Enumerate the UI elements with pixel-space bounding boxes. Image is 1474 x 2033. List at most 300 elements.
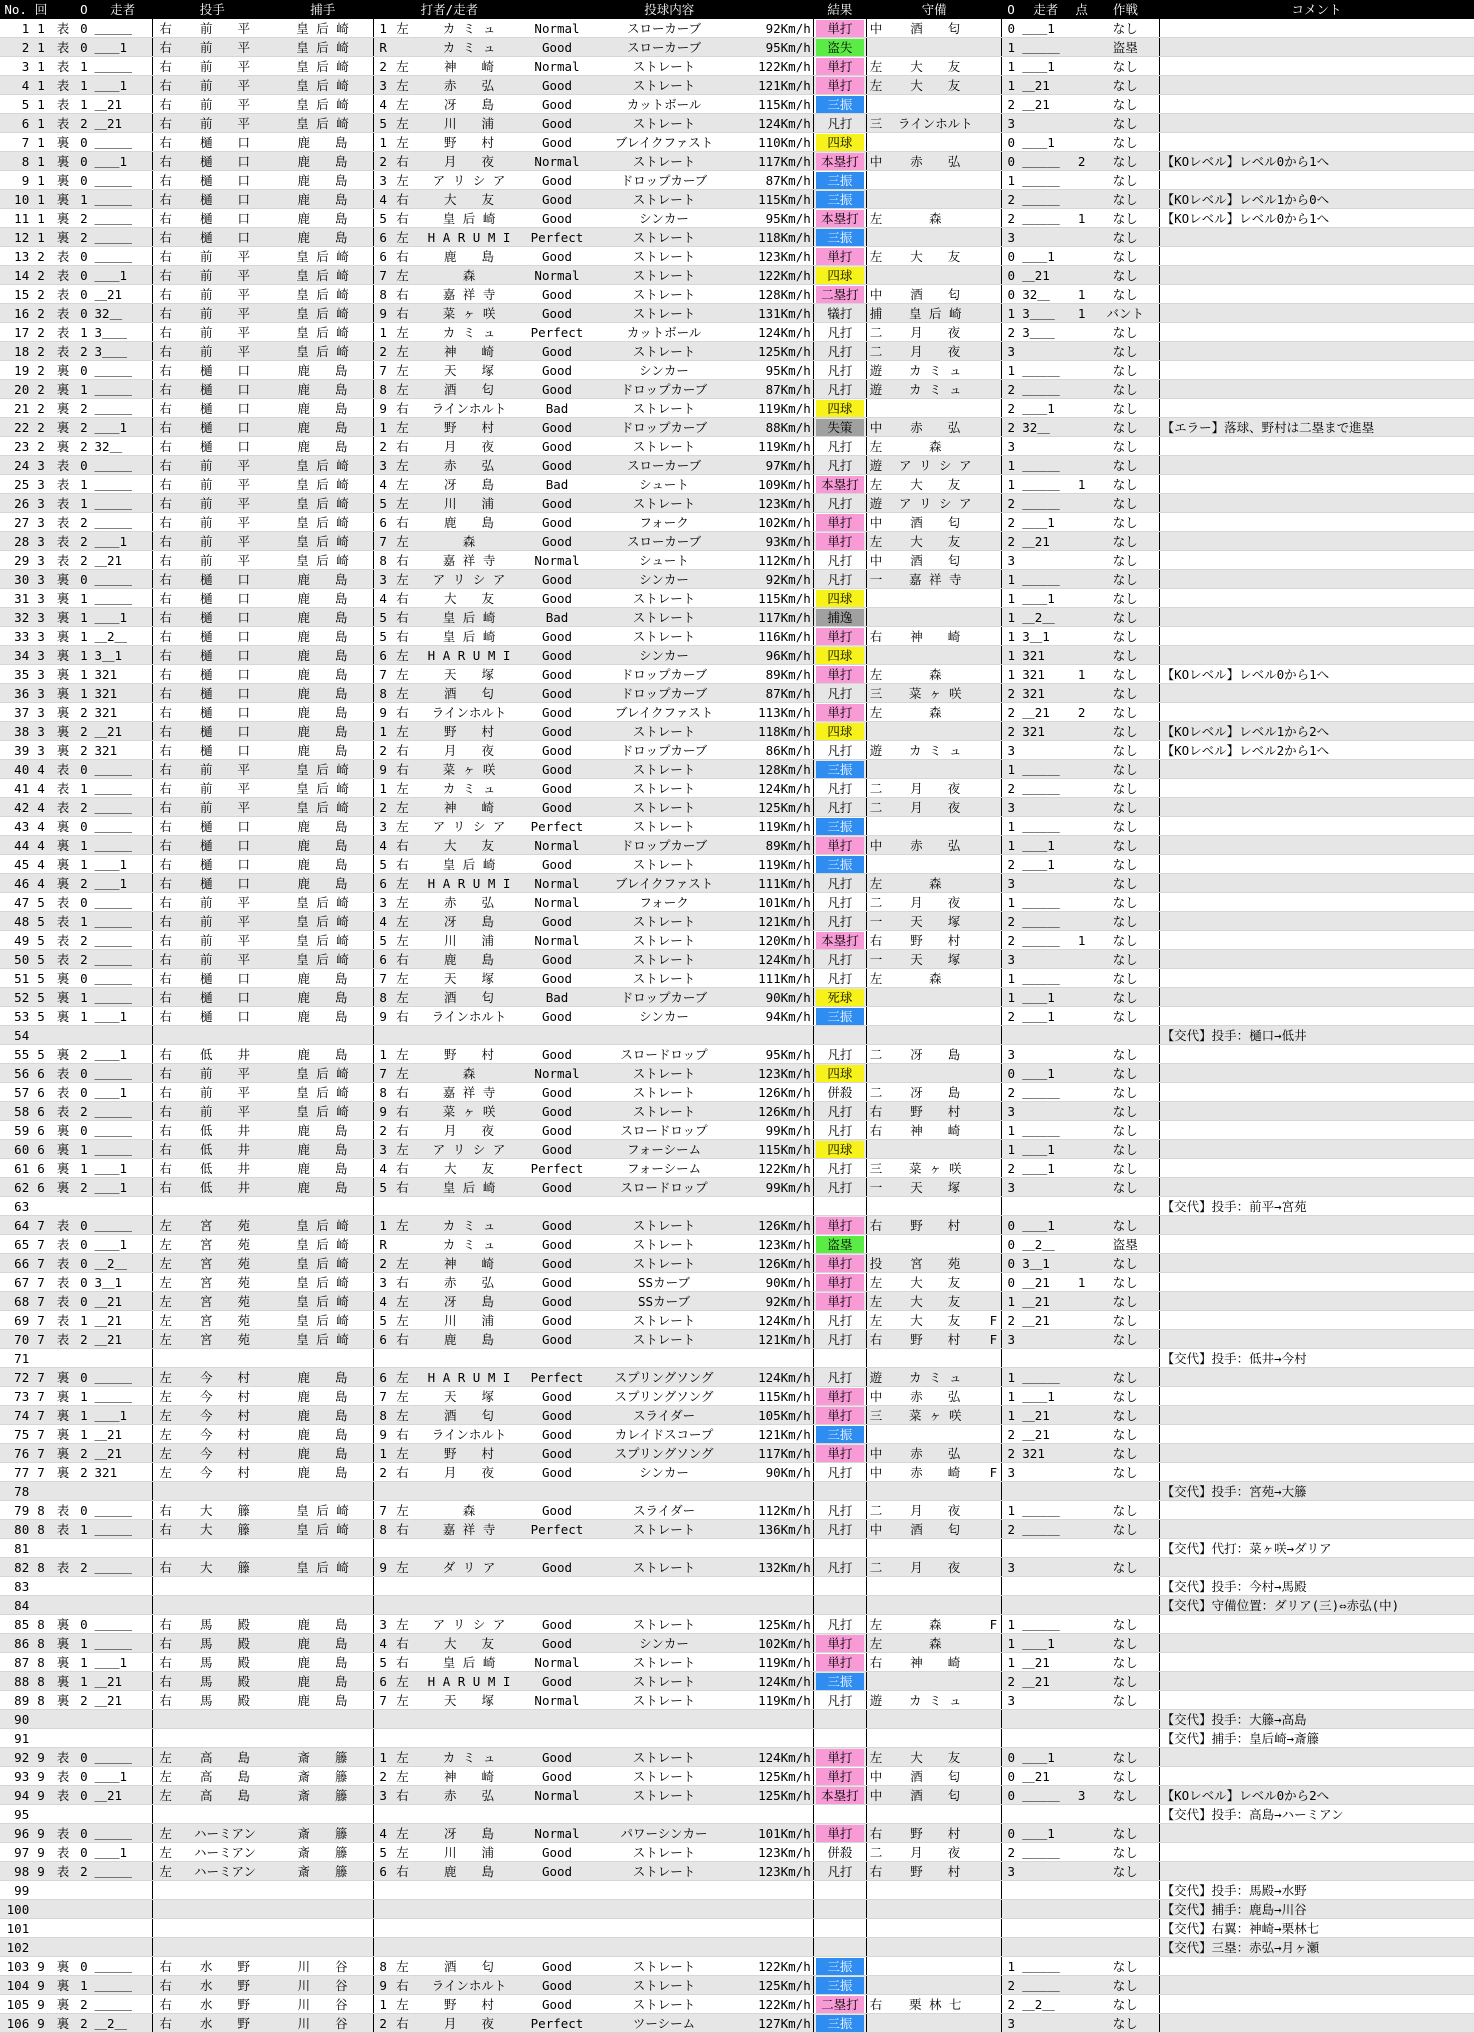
catcher-name-cell[interactable]: 川 谷	[272, 1957, 374, 1976]
table-row[interactable]	[0, 1216, 1474, 1235]
table-row[interactable]	[0, 855, 1474, 874]
runners-before-cell[interactable]: 32＿	[93, 437, 153, 456]
table-row[interactable]	[0, 1805, 1474, 1824]
catcher-name-cell[interactable]: 鹿 島	[272, 1159, 374, 1178]
catcher-name-cell[interactable]: 皇 后 崎	[272, 1501, 374, 1520]
runs-scored-cell[interactable]	[1071, 494, 1092, 513]
outs-before-cell[interactable]: 0	[75, 1786, 92, 1805]
pitcher-name-cell[interactable]: 前 平	[178, 513, 272, 532]
batter-name-cell[interactable]: 鹿 島	[413, 1330, 525, 1349]
outs-after-cell[interactable]: 3	[1002, 2014, 1021, 2033]
pitch-type-cell[interactable]: カットボール	[589, 323, 739, 342]
fielder-name-cell[interactable]: 酒 匂	[885, 551, 986, 570]
pitcher-name-cell[interactable]: 今 村	[178, 1444, 272, 1463]
comment-cell[interactable]	[1159, 1292, 1474, 1311]
inning-cell[interactable]: 1	[31, 95, 51, 114]
outs-before-cell[interactable]	[75, 1900, 92, 1919]
batter-name-cell[interactable]: 天 塚	[413, 665, 525, 684]
comment-cell[interactable]	[1159, 798, 1474, 817]
pitch-speed-cell[interactable]	[739, 1197, 813, 1216]
outs-before-cell[interactable]: 0	[75, 1748, 92, 1767]
batter-hand-cell[interactable]	[392, 1349, 413, 1368]
strategy-cell[interactable]: なし	[1092, 1463, 1159, 1482]
runners-before-cell[interactable]: ＿＿1	[93, 1007, 153, 1026]
catcher-name-cell[interactable]	[272, 1729, 374, 1748]
catcher-name-cell[interactable]: 鹿 島	[272, 1368, 374, 1387]
outs-after-cell[interactable]: 3	[1002, 1463, 1021, 1482]
row-number-cell[interactable]: 52	[0, 988, 31, 1007]
inning-cell[interactable]: 2	[31, 437, 51, 456]
inning-cell[interactable]	[31, 1900, 51, 1919]
batter-hand-cell[interactable]: 左	[392, 1691, 413, 1710]
outs-after-cell[interactable]: 1	[1002, 456, 1021, 475]
runs-scored-cell[interactable]	[1071, 779, 1092, 798]
batter-name-cell[interactable]: ラインホルト	[413, 703, 525, 722]
batter-hand-cell[interactable]: 左	[392, 874, 413, 893]
fielder-position-cell[interactable]: 中	[866, 1767, 885, 1786]
pitch-quality-cell[interactable]: Good	[525, 1672, 589, 1691]
strategy-cell[interactable]: なし	[1092, 722, 1159, 741]
pitch-quality-cell[interactable]: Bad	[525, 608, 589, 627]
batter-hand-cell[interactable]: 右	[392, 1653, 413, 1672]
table-row[interactable]	[0, 19, 1474, 38]
result-cell[interactable]	[813, 1995, 866, 2014]
catcher-name-cell[interactable]: 皇 后 崎	[272, 1064, 374, 1083]
result-cell[interactable]	[813, 38, 866, 57]
fielder-name-cell[interactable]: 酒 匂	[885, 513, 986, 532]
pitch-speed-cell[interactable]: 87Km/h	[739, 380, 813, 399]
inning-cell[interactable]: 1	[31, 190, 51, 209]
result-cell[interactable]	[813, 1577, 866, 1596]
row-number-cell[interactable]: 105	[0, 1995, 31, 2014]
catcher-name-cell[interactable]: 鹿 島	[272, 1444, 374, 1463]
runners-after-cell[interactable]	[1020, 1729, 1071, 1748]
batter-name-cell[interactable]: カ ミ ュ	[413, 1216, 525, 1235]
pitch-type-cell[interactable]: ストレート	[589, 57, 739, 76]
strategy-cell[interactable]: なし	[1092, 1368, 1159, 1387]
runners-after-cell[interactable]: ＿＿＿	[1020, 1368, 1071, 1387]
runs-scored-cell[interactable]	[1071, 399, 1092, 418]
pitch-quality-cell[interactable]	[525, 1805, 589, 1824]
half-cell[interactable]: 裏	[51, 1121, 75, 1140]
runners-before-cell[interactable]: 321	[93, 665, 153, 684]
catcher-name-cell[interactable]: 皇 后 崎	[272, 1235, 374, 1254]
fielder-position-cell[interactable]	[866, 1729, 885, 1748]
outs-before-cell[interactable]	[75, 1577, 92, 1596]
fielder-name-cell[interactable]	[885, 608, 986, 627]
pitcher-hand-cell[interactable]: 右	[153, 969, 178, 988]
result-cell[interactable]	[813, 1330, 866, 1349]
runners-after-cell[interactable]	[1020, 1539, 1071, 1558]
inning-cell[interactable]: 1	[31, 19, 51, 38]
pitcher-name-cell[interactable]: 前 平	[178, 1064, 272, 1083]
inning-cell[interactable]: 7	[31, 1406, 51, 1425]
batter-name-cell[interactable]: 神 崎	[413, 1254, 525, 1273]
outs-after-cell[interactable]: 3	[1002, 228, 1021, 247]
fielder-position-cell[interactable]: 左	[866, 665, 885, 684]
pitch-speed-cell[interactable]: 117Km/h	[739, 608, 813, 627]
pitch-speed-cell[interactable]: 122Km/h	[739, 57, 813, 76]
pitch-type-cell[interactable]: ストレート	[589, 190, 739, 209]
half-cell[interactable]	[51, 1729, 75, 1748]
half-cell[interactable]: 表	[51, 1330, 75, 1349]
fielder-flag-cell[interactable]	[986, 1444, 1002, 1463]
runs-scored-cell[interactable]	[1071, 532, 1092, 551]
outs-before-cell[interactable]: 2	[75, 513, 92, 532]
result-cell[interactable]	[813, 1254, 866, 1273]
pitch-speed-cell[interactable]: 124Km/h	[739, 1672, 813, 1691]
fielder-name-cell[interactable]	[885, 1064, 986, 1083]
comment-cell[interactable]	[1159, 1368, 1474, 1387]
pitch-quality-cell[interactable]	[525, 1349, 589, 1368]
table-row[interactable]	[0, 893, 1474, 912]
outs-after-cell[interactable]: 2	[1002, 532, 1021, 551]
batter-hand-cell[interactable]: 左	[392, 1843, 413, 1862]
pitcher-name-cell[interactable]: 高 島	[178, 1767, 272, 1786]
outs-before-cell[interactable]: 2	[75, 399, 92, 418]
catcher-name-cell[interactable]	[272, 1577, 374, 1596]
batter-name-cell[interactable]: 嘉 祥 寺	[413, 1520, 525, 1539]
batter-hand-cell[interactable]: 左	[392, 1064, 413, 1083]
pitcher-hand-cell[interactable]	[153, 1938, 178, 1957]
pitch-type-cell[interactable]: ストレート	[589, 285, 739, 304]
runners-after-cell[interactable]: ＿＿＿	[1020, 1786, 1071, 1805]
outs-after-cell[interactable]: 3	[1002, 342, 1021, 361]
result-cell[interactable]	[813, 1007, 866, 1026]
pitcher-hand-cell[interactable]: 右	[153, 456, 178, 475]
table-row[interactable]	[0, 1976, 1474, 1995]
pitcher-name-cell[interactable]: 低 井	[178, 1159, 272, 1178]
strategy-cell[interactable]: なし	[1092, 931, 1159, 950]
result-cell[interactable]	[813, 874, 866, 893]
fielder-name-cell[interactable]: 野 村	[885, 1330, 986, 1349]
fielder-flag-cell[interactable]	[986, 1577, 1002, 1596]
catcher-name-cell[interactable]	[272, 1482, 374, 1501]
catcher-name-cell[interactable]: 鹿 島	[272, 589, 374, 608]
fielder-name-cell[interactable]: 大 友	[885, 57, 986, 76]
row-number-cell[interactable]: 60	[0, 1140, 31, 1159]
outs-after-cell[interactable]: 1	[1002, 665, 1021, 684]
outs-before-cell[interactable]: 2	[75, 437, 92, 456]
fielder-position-cell[interactable]: 遊	[866, 456, 885, 475]
pitch-speed-cell[interactable]: 90Km/h	[739, 988, 813, 1007]
runs-scored-cell[interactable]: 1	[1071, 304, 1092, 323]
outs-before-cell[interactable]: 0	[75, 1216, 92, 1235]
fielder-flag-cell[interactable]	[986, 741, 1002, 760]
batting-order-cell[interactable]: 3	[374, 171, 393, 190]
runners-after-cell[interactable]	[1020, 1577, 1071, 1596]
outs-before-cell[interactable]: 2	[75, 722, 92, 741]
runs-scored-cell[interactable]	[1071, 1919, 1092, 1938]
result-cell[interactable]	[813, 1558, 866, 1577]
runners-after-cell[interactable]: ＿＿1	[1020, 1748, 1071, 1767]
inning-cell[interactable]: 7	[31, 1311, 51, 1330]
row-number-cell[interactable]: 37	[0, 703, 31, 722]
inning-cell[interactable]: 5	[31, 912, 51, 931]
comment-cell[interactable]	[1159, 1824, 1474, 1843]
runners-before-cell[interactable]: ＿＿＿	[93, 361, 153, 380]
runs-scored-cell[interactable]	[1071, 323, 1092, 342]
fielder-name-cell[interactable]: 森	[885, 1615, 986, 1634]
row-number-cell[interactable]: 56	[0, 1064, 31, 1083]
pitcher-name-cell[interactable]: 今 村	[178, 1387, 272, 1406]
table-row[interactable]	[0, 1406, 1474, 1425]
runners-before-cell[interactable]: ＿＿1	[93, 266, 153, 285]
fielder-position-cell[interactable]: 遊	[866, 741, 885, 760]
catcher-name-cell[interactable]: 鹿 島	[272, 703, 374, 722]
pitch-speed-cell[interactable]: 109Km/h	[739, 475, 813, 494]
pitch-speed-cell[interactable]: 110Km/h	[739, 133, 813, 152]
fielder-flag-cell[interactable]	[986, 418, 1002, 437]
pitcher-name-cell[interactable]: 大 籐	[178, 1558, 272, 1577]
runners-after-cell[interactable]: ＿21	[1020, 703, 1071, 722]
pitch-speed-cell[interactable]: 122Km/h	[739, 1957, 813, 1976]
fielder-flag-cell[interactable]	[986, 684, 1002, 703]
outs-before-cell[interactable]: 0	[75, 1843, 92, 1862]
result-cell[interactable]	[813, 1273, 866, 1292]
result-cell[interactable]	[813, 361, 866, 380]
half-cell[interactable]: 裏	[51, 1007, 75, 1026]
inning-cell[interactable]: 1	[31, 152, 51, 171]
fielder-position-cell[interactable]	[866, 1349, 885, 1368]
runs-scored-cell[interactable]	[1071, 570, 1092, 589]
comment-cell[interactable]	[1159, 228, 1474, 247]
batting-order-cell[interactable]: 2	[374, 152, 393, 171]
comment-cell[interactable]	[1159, 1615, 1474, 1634]
strategy-cell[interactable]: なし	[1092, 456, 1159, 475]
batting-order-cell[interactable]: 2	[374, 57, 393, 76]
inning-cell[interactable]: 8	[31, 1558, 51, 1577]
pitch-quality-cell[interactable]: Good	[525, 1862, 589, 1881]
runners-after-cell[interactable]: ＿＿＿	[1020, 380, 1071, 399]
runners-before-cell[interactable]: ＿＿＿	[93, 19, 153, 38]
runners-before-cell[interactable]: ＿＿＿	[93, 228, 153, 247]
pitcher-name-cell[interactable]: 低 井	[178, 1178, 272, 1197]
runs-scored-cell[interactable]: 3	[1071, 1786, 1092, 1805]
pitcher-name-cell[interactable]: 前 平	[178, 494, 272, 513]
comment-cell[interactable]	[1159, 1140, 1474, 1159]
outs-before-cell[interactable]: 2	[75, 1463, 92, 1482]
header-catcher[interactable]: 捕手	[272, 0, 374, 19]
pitch-quality-cell[interactable]	[525, 1729, 589, 1748]
outs-after-cell[interactable]	[1002, 1577, 1021, 1596]
batter-name-cell[interactable]: 森	[413, 1064, 525, 1083]
runs-scored-cell[interactable]	[1071, 1254, 1092, 1273]
batter-hand-cell[interactable]: 右	[392, 1463, 413, 1482]
table-row[interactable]	[0, 95, 1474, 114]
batting-order-cell[interactable]: 5	[374, 855, 393, 874]
outs-before-cell[interactable]: 2	[75, 551, 92, 570]
fielder-flag-cell[interactable]: F	[986, 1463, 1002, 1482]
pitch-speed-cell[interactable]: 92Km/h	[739, 19, 813, 38]
pitch-quality-cell[interactable]: Normal	[525, 266, 589, 285]
pitcher-name-cell[interactable]: 前 平	[178, 551, 272, 570]
row-number-cell[interactable]: 11	[0, 209, 31, 228]
comment-cell[interactable]	[1159, 1045, 1474, 1064]
half-cell[interactable]: 裏	[51, 570, 75, 589]
outs-after-cell[interactable]: 3	[1002, 950, 1021, 969]
batting-order-cell[interactable]: 8	[374, 1957, 393, 1976]
runs-scored-cell[interactable]	[1071, 1995, 1092, 2014]
half-cell[interactable]	[51, 1197, 75, 1216]
runners-before-cell[interactable]: ＿＿＿	[93, 133, 153, 152]
batter-hand-cell[interactable]: 右	[392, 1121, 413, 1140]
catcher-name-cell[interactable]: 皇 后 崎	[272, 1216, 374, 1235]
runners-before-cell[interactable]: ＿＿1	[93, 1843, 153, 1862]
result-cell[interactable]	[813, 1463, 866, 1482]
batter-name-cell[interactable]: ア リ シ ア	[413, 1615, 525, 1634]
batter-hand-cell[interactable]: 左	[392, 1311, 413, 1330]
outs-after-cell[interactable]: 2	[1002, 1520, 1021, 1539]
pitcher-name-cell[interactable]: 今 村	[178, 1463, 272, 1482]
half-cell[interactable]: 裏	[51, 1691, 75, 1710]
strategy-cell[interactable]: なし	[1092, 646, 1159, 665]
runs-scored-cell[interactable]	[1071, 608, 1092, 627]
fielder-position-cell[interactable]	[866, 1007, 885, 1026]
row-number-cell[interactable]: 39	[0, 741, 31, 760]
strategy-cell[interactable]: 盗塁	[1092, 38, 1159, 57]
result-cell[interactable]	[813, 1805, 866, 1824]
batting-order-cell[interactable]: 4	[374, 1159, 393, 1178]
fielder-flag-cell[interactable]	[986, 1976, 1002, 1995]
table-row[interactable]	[0, 1919, 1474, 1938]
table-row[interactable]	[0, 437, 1474, 456]
result-cell[interactable]	[813, 95, 866, 114]
fielder-position-cell[interactable]: 左	[866, 874, 885, 893]
batting-order-cell[interactable]: 6	[374, 950, 393, 969]
table-row[interactable]	[0, 1672, 1474, 1691]
inning-cell[interactable]: 1	[31, 228, 51, 247]
strategy-cell[interactable]: なし	[1092, 133, 1159, 152]
row-number-cell[interactable]: 20	[0, 380, 31, 399]
table-row[interactable]	[0, 969, 1474, 988]
pitch-quality-cell[interactable]: Good	[525, 855, 589, 874]
batter-hand-cell[interactable]: 右	[392, 1520, 413, 1539]
outs-before-cell[interactable]: 1	[75, 988, 92, 1007]
batting-order-cell[interactable]: 9	[374, 1102, 393, 1121]
pitch-quality-cell[interactable]: Normal	[525, 19, 589, 38]
pitch-speed-cell[interactable]: 123Km/h	[739, 494, 813, 513]
strategy-cell[interactable]: なし	[1092, 988, 1159, 1007]
row-number-cell[interactable]: 79	[0, 1501, 31, 1520]
catcher-name-cell[interactable]: 鹿 島	[272, 684, 374, 703]
pitch-speed-cell[interactable]: 115Km/h	[739, 1140, 813, 1159]
pitcher-hand-cell[interactable]: 右	[153, 1995, 178, 2014]
batter-hand-cell[interactable]: 左	[392, 475, 413, 494]
row-number-cell[interactable]: 64	[0, 1216, 31, 1235]
pitch-type-cell[interactable]: ストレート	[589, 950, 739, 969]
pitcher-hand-cell[interactable]: 右	[153, 817, 178, 836]
outs-after-cell[interactable]: 1	[1002, 1292, 1021, 1311]
half-cell[interactable]: 表	[51, 950, 75, 969]
runners-after-cell[interactable]	[1020, 437, 1071, 456]
outs-before-cell[interactable]: 1	[75, 589, 92, 608]
fielder-position-cell[interactable]: 一	[866, 950, 885, 969]
runs-scored-cell[interactable]	[1071, 1824, 1092, 1843]
strategy-cell[interactable]: なし	[1092, 532, 1159, 551]
outs-after-cell[interactable]: 0	[1002, 1254, 1021, 1273]
outs-after-cell[interactable]: 2	[1002, 1976, 1021, 1995]
catcher-name-cell[interactable]: 皇 后 崎	[272, 950, 374, 969]
strategy-cell[interactable]: なし	[1092, 494, 1159, 513]
outs-before-cell[interactable]: 1	[75, 475, 92, 494]
runners-after-cell[interactable]	[1020, 1463, 1071, 1482]
half-cell[interactable]: 表	[51, 931, 75, 950]
half-cell[interactable]: 裏	[51, 1387, 75, 1406]
table-row[interactable]	[0, 1463, 1474, 1482]
row-number-cell[interactable]: 33	[0, 627, 31, 646]
batting-order-cell[interactable]	[374, 1577, 393, 1596]
comment-cell[interactable]: 【交代】投手：今村→馬殿	[1159, 1577, 1474, 1596]
strategy-cell[interactable]: なし	[1092, 114, 1159, 133]
result-cell[interactable]	[813, 57, 866, 76]
strategy-cell[interactable]: 盗塁	[1092, 1235, 1159, 1254]
runners-before-cell[interactable]: ＿21	[93, 1672, 153, 1691]
outs-after-cell[interactable]: 2	[1002, 1083, 1021, 1102]
strategy-cell[interactable]: なし	[1092, 1387, 1159, 1406]
pitcher-name-cell[interactable]	[178, 1919, 272, 1938]
pitch-quality-cell[interactable]: Good	[525, 1501, 589, 1520]
pitch-type-cell[interactable]	[589, 1577, 739, 1596]
strategy-cell[interactable]: なし	[1092, 1216, 1159, 1235]
pitch-speed-cell[interactable]: 93Km/h	[739, 532, 813, 551]
header-strategy[interactable]: 作戦	[1092, 0, 1159, 19]
table-row[interactable]	[0, 1045, 1474, 1064]
row-number-cell[interactable]: 22	[0, 418, 31, 437]
fielder-name-cell[interactable]: 赤 弘	[885, 152, 986, 171]
fielder-position-cell[interactable]: 中	[866, 513, 885, 532]
comment-cell[interactable]: 【交代】投手：高島→ハーミアン	[1159, 1805, 1474, 1824]
row-number-cell[interactable]: 88	[0, 1672, 31, 1691]
result-cell[interactable]	[813, 76, 866, 95]
comment-cell[interactable]: 【交代】右翼：神崎→栗林七	[1159, 1919, 1474, 1938]
pitch-quality-cell[interactable]: Perfect	[525, 228, 589, 247]
runs-scored-cell[interactable]	[1071, 228, 1092, 247]
runners-before-cell[interactable]: ＿＿＿	[93, 931, 153, 950]
fielder-name-cell[interactable]: 酒 匂	[885, 1786, 986, 1805]
fielder-name-cell[interactable]: 森	[885, 665, 986, 684]
outs-before-cell[interactable]: 2	[75, 1558, 92, 1577]
pitcher-hand-cell[interactable]	[153, 1881, 178, 1900]
batter-name-cell[interactable]: 酒 匂	[413, 1957, 525, 1976]
fielder-name-cell[interactable]	[885, 1672, 986, 1691]
batter-name-cell[interactable]: 月 夜	[413, 741, 525, 760]
fielder-name-cell[interactable]	[885, 190, 986, 209]
fielder-name-cell[interactable]	[885, 38, 986, 57]
fielder-position-cell[interactable]: 二	[866, 779, 885, 798]
outs-after-cell[interactable]	[1002, 1919, 1021, 1938]
pitch-quality-cell[interactable]: Good	[525, 1558, 589, 1577]
pitch-type-cell[interactable]: ストレート	[589, 1976, 739, 1995]
pitch-quality-cell[interactable]: Good	[525, 1843, 589, 1862]
inning-cell[interactable]: 7	[31, 1444, 51, 1463]
half-cell[interactable]: 表	[51, 456, 75, 475]
fielder-position-cell[interactable]: 左	[866, 1748, 885, 1767]
fielder-name-cell[interactable]	[885, 1596, 986, 1615]
inning-cell[interactable]	[31, 1881, 51, 1900]
pitcher-hand-cell[interactable]	[153, 1805, 178, 1824]
table-row[interactable]	[0, 266, 1474, 285]
half-cell[interactable]: 表	[51, 76, 75, 95]
pitcher-name-cell[interactable]	[178, 1596, 272, 1615]
fielder-flag-cell[interactable]	[986, 380, 1002, 399]
half-cell[interactable]: 裏	[51, 988, 75, 1007]
outs-after-cell[interactable]: 2	[1002, 95, 1021, 114]
outs-after-cell[interactable]: 1	[1002, 76, 1021, 95]
pitch-type-cell[interactable]	[589, 1881, 739, 1900]
pitch-speed-cell[interactable]: 119Km/h	[739, 437, 813, 456]
row-number-cell[interactable]: 106	[0, 2014, 31, 2033]
